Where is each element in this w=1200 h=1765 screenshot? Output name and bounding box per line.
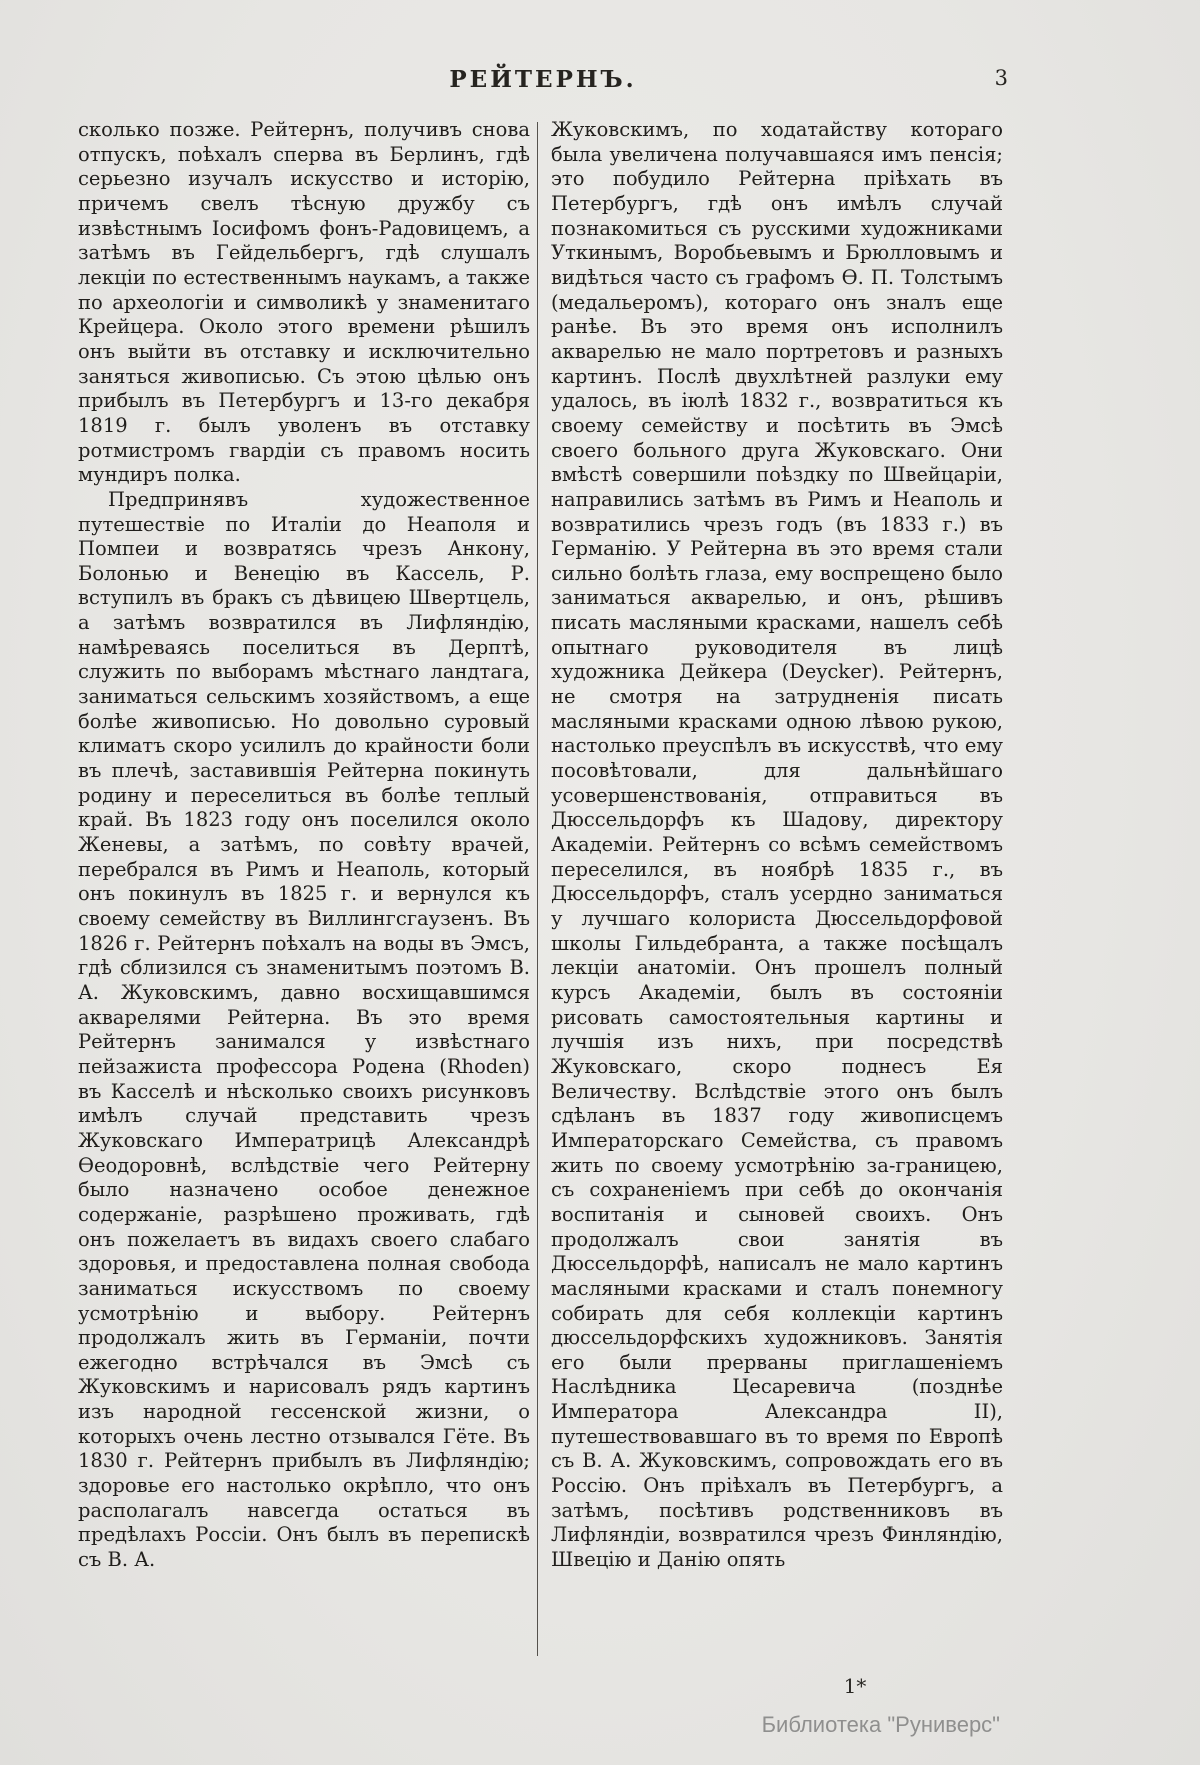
paragraph-continuation: Жуковскимъ, по ходатайству котораго была увеличена получавшаяся имъ пенсія; это побудило Рейтерна пріѣхать въ Петербургъ, гдѣ онъ имѣлъ случай познакомиться съ русскими художниками Уткинымъ, Воробьевымъ и Брюлловымъ и видѣться часто съ графомъ Ѳ. П. Толстымъ (медальеромъ), котораго онъ зналъ еще ранѣе. Въ это время онъ исполнилъ акварелью не мало портретовъ и разныхъ картинъ. Послѣ двухлѣтней разлуки ему удалось, въ іюлѣ 1832 г., возвратиться къ своему семейству и посѣтить въ Эмсѣ своего больного друга Жуковскаго. Они вмѣстѣ совершили поѣздку по Швейцаріи, направились затѣмъ въ Римъ и Неаполь и возвратились чрезъ годъ (въ 1833 г.) въ Германію. У Рейтерна въ это время стали сильно болѣть глаза, ему воспрещено было заниматься акварелью, и онъ, рѣшивъ писать масляными красками, нашелъ себѣ опытнаго руководителя въ лицѣ художника Дейкера (Deycker). Рейтернъ, не смотря на затрудненія писать масляными красками одною лѣвою рукою, настолько преуспѣлъ въ искусствѣ, что ему посовѣтовали, для дальнѣйшаго усовершенствованія, отправиться въ Дюссельдорфъ къ Шадову, директору Академіи. Рейтернъ со всѣмъ семействомъ переселился, въ ноябрѣ 1835 г., въ Дюссельдорфъ, сталъ усердно заниматься у лучшаго колориста Дюссельдорфовой школы Гильдебранта, а также посѣщалъ лекціи анатоміи. Онъ прошелъ полный курсъ Академіи, былъ въ состояніи рисовать самостоятельныя картины и лучшія изъ нихъ, при посредствѣ Жуковскаго, скоро поднесъ Ея Величеству. Вслѣдствіе этого онъ былъ сдѣланъ въ 1837 году живописцемъ Императорскаго Семейства, съ правомъ жить по своему усмотрѣнію за-границею, съ сохраненіемъ при себѣ до окончанія воспитанія и сыновей своихъ. Онъ продолжалъ свои занятія въ Дюссельдорфѣ, написалъ не мало картинъ масляными красками и сталъ понемногу собирать для себя коллекціи картинъ дюссельдорфскихъ художниковъ. Занятія его были прерваны приглашеніемъ Наслѣдника Цесаревича (позднѣе Императора Александра II), путешествовавшаго въ то время по Европѣ съ В. А. Жуковскимъ, сопровождать его въ Россію. Онъ пріѣхалъ въ Петербургъ, а затѣмъ, посѣтивъ родственниковъ въ Лифляндіи, возвратился чрезъ Финляндію, Швецію и Данію опять <box>551 118 1003 1572</box>
paragraph-continuation: сколько позже. Рейтернъ, получивъ снова отпускъ, поѣхалъ сперва въ Берлинъ, гдѣ серьезно изучалъ искусство и исторію, причемъ свелъ тѣсную дружбу съ извѣстнымъ Іосифомъ фонъ-Радовицемъ, а затѣмъ въ Гейдельбергъ, гдѣ слушалъ лекціи по естественнымъ наукамъ, а также по археологіи и символикѣ у знаменитаго Крейцера. Около этого времени рѣшилъ онъ выйти въ отставку и исключительно заняться живописью. Съ этою цѣлью онъ прибылъ въ Петербургъ и 13-го декабря 1819 г. былъ уволенъ въ отставку ротмистромъ гвардіи съ правомъ носить мундиръ полка. <box>78 118 530 487</box>
page-title: РЕЙТЕРНЪ. <box>449 66 637 93</box>
library-watermark: Библиотека "Руниверс" <box>761 1712 1000 1737</box>
right-column <box>551 118 1003 1573</box>
paragraph: Предпринявъ художественное путешествіе по Италіи до Неаполя и Помпеи и возвратясь чрезъ Анкону, Болонью и Венецію въ Кассель, Р. вступилъ въ бракъ съ дѣвицею Швертцель, а затѣмъ возвратился въ Лифляндію, намѣреваясь поселиться въ Дерптѣ, служить по выборамъ мѣстнаго ландтага, заниматься сельскимъ хозяйствомъ, а еще болѣе живописью. Но довольно суровый климатъ скоро усилилъ до крайности боли въ плечѣ, заставившія Рейтерна покинуть родину и переселиться въ болѣе теплый край. Въ 1823 году онъ поселился около Женевы, а затѣмъ, по совѣту врачей, перебрался въ Римъ и Неаполь, который онъ покинулъ въ 1825 г. и вернулся къ своему семейству въ Виллингсгаузенъ. Въ 1826 г. Рейтернъ поѣхалъ на воды въ Эмсъ, гдѣ сблизился съ знаменитымъ поэтомъ В. А. Жуковскимъ, давно восхищавшимся акварелями Рейтерна. Въ это время Рейтернъ занимался у извѣстнаго пейзажиста профессора Родена (Rhoden) въ Касселѣ и нѣсколько своихъ рисунковъ имѣлъ случай представить чрезъ Жуковскаго Императрицѣ Александрѣ Ѳеодоровнѣ, вслѣдствіе чего Рейтерну было назначено особое денежное содержаніе, разрѣшено проживать, гдѣ онъ пожелаетъ въ видахъ своего слабаго здоровья, и предоставлена полная свобода заниматься искусствомъ по своему усмотрѣнію и выбору. Рейтернъ продолжалъ жить въ Германіи, почти ежегодно встрѣчался въ Эмсѣ съ Жуковскимъ и нарисовалъ рядъ картинъ изъ народной гессенской жизни, о которыхъ очень лестно отзывался Гёте. Въ 1830 г. Рейтернъ прибылъ въ Лифляндію; здоровье его настолько окрѣпло, что онъ располагалъ навсегда остаться въ предѣлахъ Россіи. Онъ былъ въ перепискѣ съ В. А. <box>78 487 530 1572</box>
page-number: 3 <box>994 66 1008 90</box>
left-column <box>78 118 530 1573</box>
signature-mark: 1* <box>843 1674 867 1698</box>
column-divider-rule <box>537 122 538 1656</box>
